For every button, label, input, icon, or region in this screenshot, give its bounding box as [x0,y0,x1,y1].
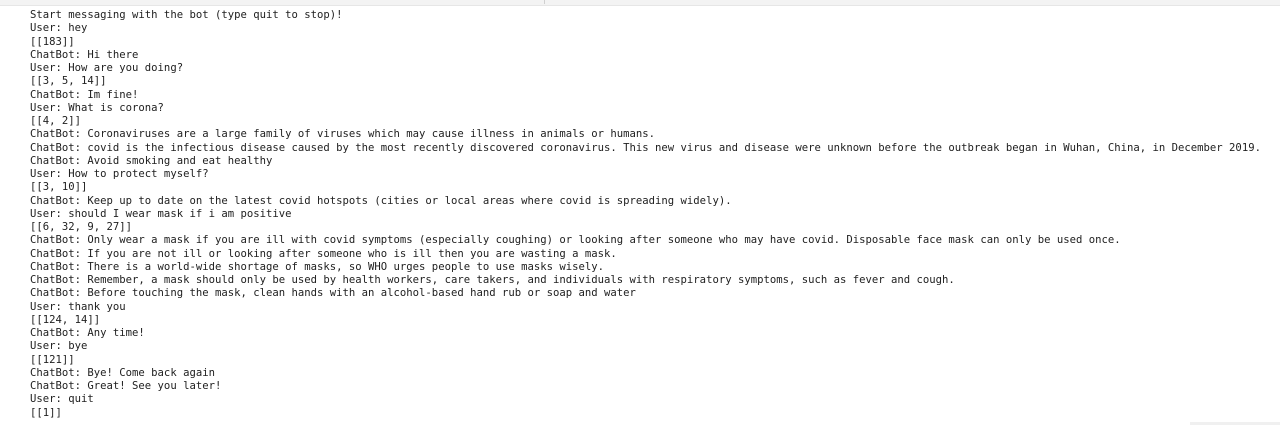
output-line-token-ids: [[3, 5, 14]] [30,75,107,88]
output-line-intro: Start messaging with the bot (type quit to stop)! [30,9,343,21]
output-line-user: User: What is corona? [30,101,164,114]
output-line-chatbot: ChatBot: Bye! Come back again [30,366,215,379]
output-line-token-ids: [[6, 32, 9, 27]] [30,221,133,233]
output-line-chatbot: ChatBot: Remember, a mask should only be used by health workers, care takers, and individuals with respiratory symptoms, such as fever and cough. [30,274,955,286]
output-line-chatbot: ChatBot: Before touching the mask, clean hands with an alcohol-based hand rub or soap and water [30,287,636,300]
output-line-chatbot: ChatBot: Coronaviruses are a large family of viruses which may cause illness in animals or humans. [30,128,656,141]
output-line-chatbot: ChatBot: Only wear a mask if you are ill with covid symptoms (especially coughing) or looking after someone who may have covid. Disposable face mask can only be used once. [30,234,1121,247]
output-line-chatbot: ChatBot: covid is the infectious disease caused by the most recently discovered coronavirus. This new virus and disease were unknown before the outbreak began in Wuhan, China, in December 2019. [30,141,1261,154]
cell-output-area[interactable] [30,9,1275,420]
output-line-token-ids: [[183]] [30,35,75,48]
output-line-token-ids: [[4, 2]] [30,115,82,127]
output-line-chatbot: ChatBot: There is a world-wide shortage of masks, so WHO urges people to use masks wisely. [30,260,605,273]
output-line-chatbot: ChatBot: Great! See you later! [30,380,222,392]
output-line-user: User: hey [30,22,88,35]
output-line-user: User: How are you doing? [30,62,184,74]
output-line-chatbot: ChatBot: Hi there [30,48,139,61]
cell-top-divider [0,0,1280,6]
output-line-token-ids: [[124, 14]] [30,313,101,326]
output-line-token-ids: [[3, 10]] [30,181,88,194]
cell-divider-tick [544,0,545,4]
output-line-user: User: How to protect myself? [30,168,209,180]
output-line-user: User: should I wear mask if i am positive [30,207,292,220]
output-line-user: User: thank you [30,300,126,313]
output-line-chatbot: ChatBot: Im fine! [30,88,139,101]
output-line-chatbot: ChatBot: Avoid smoking and eat healthy [30,154,273,167]
output-line-token-ids: [[1]] [30,406,62,419]
output-line-user: User: bye [30,340,88,353]
output-line-chatbot: ChatBot: If you are not ill or looking after someone who is ill then you are wasting a mask. [30,247,617,260]
output-line-chatbot: ChatBot: Any time! [30,327,145,339]
output-line-token-ids: [[121]] [30,353,75,366]
output-line-user: User: quit [30,393,94,406]
output-line-chatbot: ChatBot: Keep up to date on the latest covid hotspots (cities or local areas where covid is spreading widely). [30,194,732,207]
